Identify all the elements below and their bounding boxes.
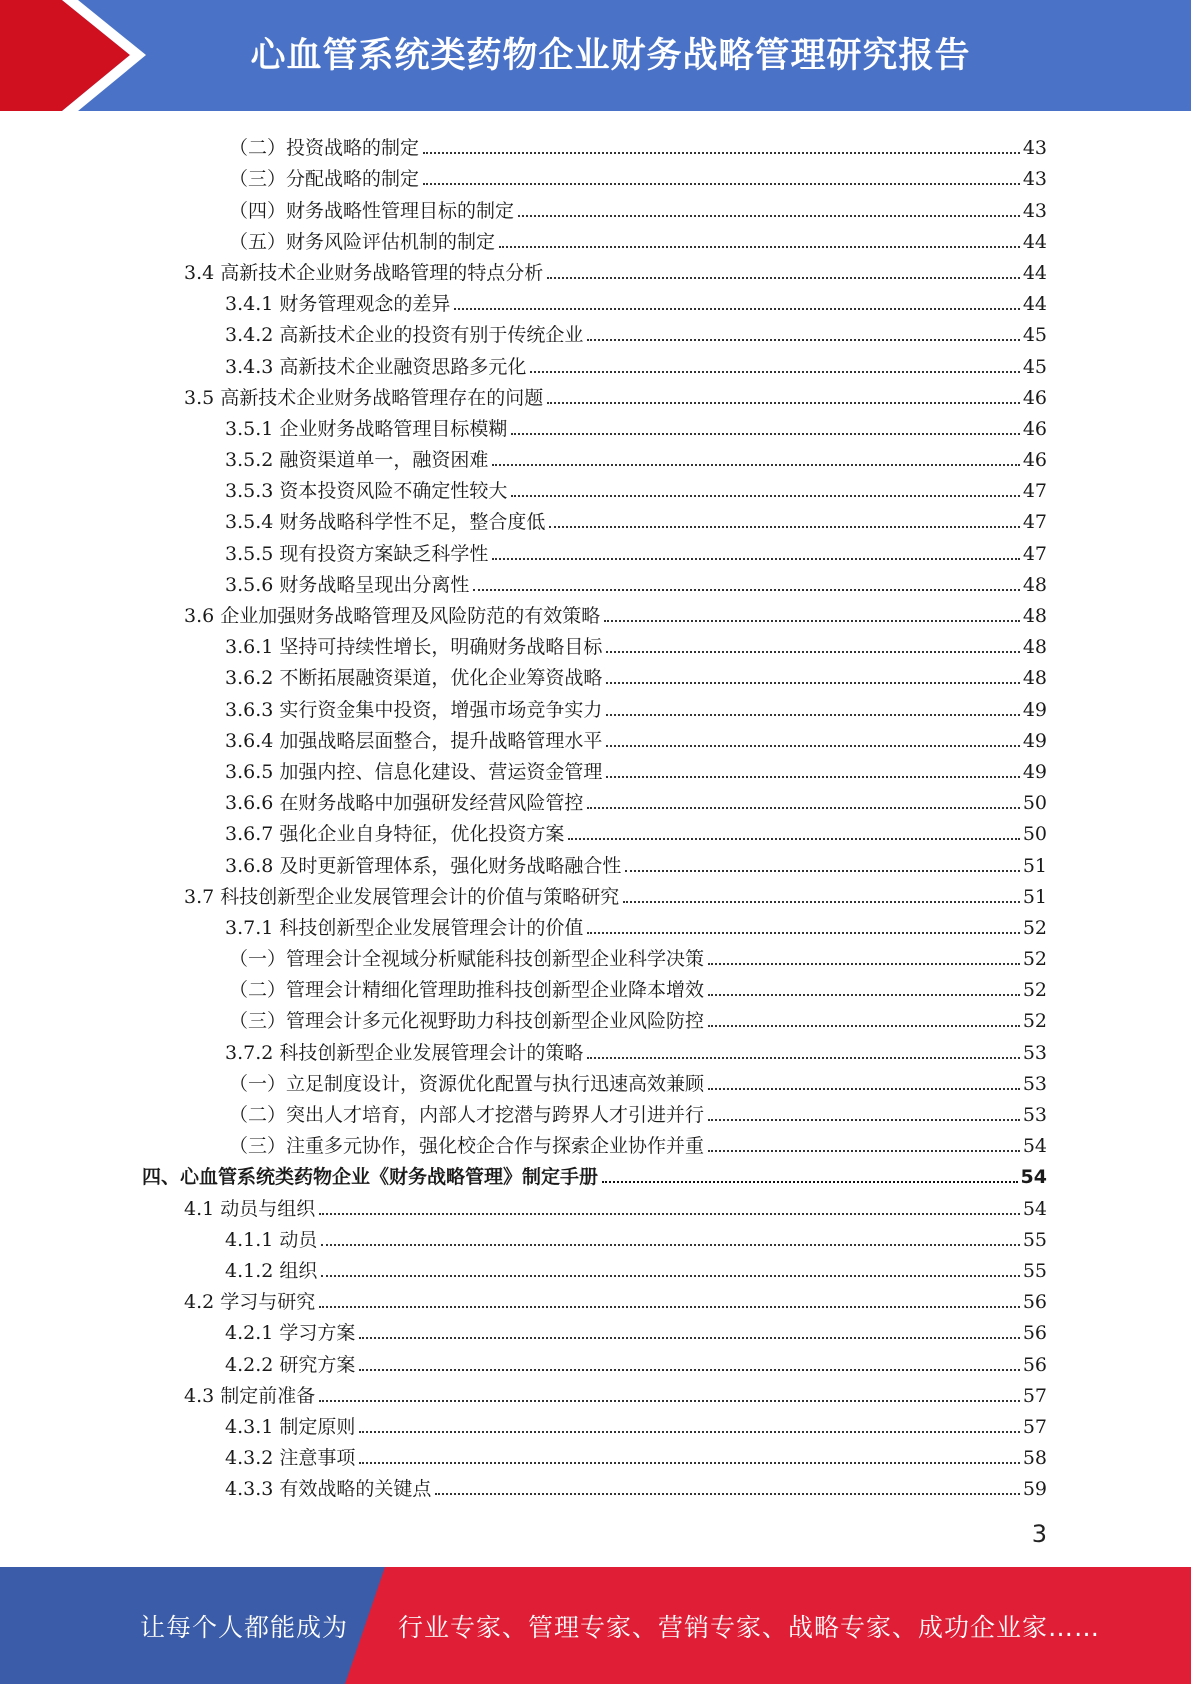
- toc-dot-leader: [359, 1462, 1019, 1464]
- toc-entry-page: 49: [1022, 729, 1047, 752]
- toc-entry-title: 3.7.2 科技创新型企业发展管理会计的策略: [225, 1041, 584, 1064]
- toc-entry-page: 52: [1022, 916, 1047, 939]
- toc-dot-leader: [511, 495, 1019, 497]
- toc-entry[interactable]: [0, 908, 1191, 939]
- toc-dot-leader: [321, 1244, 1019, 1246]
- toc-entry[interactable]: [0, 814, 1191, 845]
- toc-dot-leader: [708, 1025, 1020, 1027]
- toc-entry-title: 4.3.3 有效战略的关键点: [225, 1478, 432, 1501]
- toc-entry-title: 3.6.4 加强战略层面整合，提升战略管理水平: [225, 729, 603, 752]
- toc-entry-page: 53: [1022, 1072, 1047, 1095]
- toc-entry-title: （三）分配战略的制定: [229, 168, 420, 191]
- toc-dot-leader: [602, 1181, 1018, 1183]
- toc-entry-page: 48: [1022, 636, 1047, 659]
- toc-entry-page: 46: [1022, 417, 1047, 440]
- toc-dot-leader: [606, 682, 1019, 684]
- toc-entry[interactable]: [0, 1376, 1191, 1407]
- toc-entry-title: 四、心血管系统类药物企业《财务战略管理》制定手册: [142, 1166, 599, 1189]
- toc-entry-title: 4.2.2 研究方案: [225, 1353, 356, 1376]
- toc-dot-leader: [359, 1431, 1019, 1433]
- toc-entry-title: 4.3.1 制定原则: [225, 1415, 356, 1438]
- page-number: 3: [1031, 1520, 1047, 1548]
- toc-dot-leader: [708, 1088, 1020, 1090]
- toc-entry-page: 52: [1022, 979, 1047, 1002]
- toc-entry[interactable]: [0, 1126, 1191, 1157]
- toc-entry-page: 43: [1022, 137, 1047, 160]
- report-title: 心血管系统类药物企业财务战略管理研究报告: [250, 36, 971, 76]
- footer-slogan-right: 行业专家、管理专家、营销专家、战略专家、成功企业家……: [398, 1612, 1101, 1642]
- toc-entry[interactable]: [0, 658, 1191, 689]
- toc-entry-page: 48: [1022, 667, 1047, 690]
- toc-entry-title: （二）投资战略的制定: [229, 137, 420, 160]
- toc-dot-leader: [435, 1493, 1019, 1495]
- toc-entry-page: 56: [1022, 1353, 1047, 1376]
- toc-entry[interactable]: [0, 253, 1191, 284]
- toc-entry-page: 46: [1022, 449, 1047, 472]
- toc-entry[interactable]: [0, 1251, 1191, 1282]
- toc-dot-leader: [473, 589, 1019, 591]
- toc-dot-leader: [587, 932, 1019, 934]
- toc-entry[interactable]: [0, 128, 1191, 159]
- toc-entry-page: 46: [1022, 386, 1047, 409]
- toc-entry-page: 47: [1022, 511, 1047, 534]
- toc-entry-page: 56: [1022, 1322, 1047, 1345]
- toc-dot-leader: [321, 1275, 1019, 1277]
- toc-entry-title: 3.6 企业加强财务战略管理及风险防范的有效策略: [184, 605, 601, 627]
- toc-entry-page: 47: [1022, 542, 1047, 565]
- toc-entry-title: 4.3.2 注意事项: [225, 1447, 356, 1470]
- toc-entry[interactable]: [0, 1157, 1191, 1188]
- toc-dot-leader: [606, 714, 1019, 716]
- toc-entry-page: 43: [1022, 199, 1047, 222]
- toc-entry[interactable]: [0, 471, 1191, 502]
- toc-entry[interactable]: [0, 440, 1191, 471]
- footer-banner: [0, 1567, 1191, 1684]
- toc-entry-title: 3.6.3 实行资金集中投资，增强市场竞争实力: [225, 698, 603, 721]
- toc-entry-title: （三）管理会计多元化视野助力科技创新型企业风险防控: [229, 1010, 705, 1033]
- toc-entry-page: 55: [1022, 1259, 1047, 1282]
- toc-entry-page: 52: [1022, 1010, 1047, 1033]
- toc-dot-leader: [606, 776, 1019, 778]
- toc-entry[interactable]: [0, 1095, 1191, 1126]
- toc-entry[interactable]: [0, 315, 1191, 346]
- toc-entry-title: 4.1.1 动员: [225, 1228, 318, 1251]
- toc-dot-leader: [549, 526, 1019, 528]
- toc-entry[interactable]: [0, 877, 1191, 908]
- toc-dot-leader: [625, 870, 1019, 872]
- toc-entry[interactable]: [0, 845, 1191, 876]
- toc-entry-page: 49: [1022, 760, 1047, 783]
- toc-entry-title: 3.5.6 财务战略呈现出分离性: [225, 573, 470, 596]
- header-red-chevron: [0, 0, 150, 111]
- toc-entry[interactable]: [0, 1282, 1191, 1313]
- toc-dot-leader: [359, 1369, 1019, 1371]
- toc-entry-title: 3.5 高新技术企业财务战略管理存在的问题: [184, 386, 544, 409]
- toc-dot-leader: [319, 1400, 1020, 1402]
- table-of-contents: [0, 128, 1191, 1500]
- toc-entry[interactable]: [0, 752, 1191, 783]
- toc-entry-title: （四）财务战略性管理目标的制定: [229, 199, 515, 222]
- toc-dot-leader: [606, 745, 1019, 747]
- toc-entry-title: 3.7.1 科技创新型企业发展管理会计的价值: [225, 916, 584, 939]
- toc-entry-title: （二）突出人才培育，内部人才挖潜与跨界人才引进并行: [229, 1104, 705, 1126]
- toc-entry-title: （三）注重多元协作，强化校企合作与探索企业协作并重: [229, 1135, 705, 1158]
- footer-slogan-left: 让每个人都能成为: [140, 1612, 349, 1642]
- toc-entry[interactable]: [0, 1001, 1191, 1032]
- toc-entry-page: 44: [1022, 261, 1047, 284]
- toc-entry-page: 48: [1022, 573, 1047, 596]
- toc-dot-leader: [518, 215, 1020, 217]
- toc-entry-page: 44: [1022, 293, 1047, 316]
- toc-entry[interactable]: [0, 222, 1191, 253]
- toc-dot-leader: [568, 838, 1019, 840]
- toc-dot-leader: [708, 963, 1020, 965]
- toc-entry-page: 58: [1022, 1447, 1047, 1470]
- toc-entry[interactable]: [0, 1407, 1191, 1438]
- toc-dot-leader: [547, 402, 1020, 404]
- toc-dot-leader: [359, 1337, 1019, 1339]
- toc-dot-leader: [319, 1306, 1020, 1308]
- toc-entry-page: 45: [1022, 355, 1047, 378]
- toc-entry-title: 3.6.7 强化企业自身特征，优化投资方案: [225, 823, 565, 846]
- toc-entry[interactable]: [0, 190, 1191, 221]
- toc-entry-title: 3.6.5 加强内控、信息化建设、营运资金管理: [225, 760, 603, 783]
- toc-entry-title: 4.1.2 组织: [225, 1259, 318, 1282]
- toc-entry-title: 3.5.5 现有投资方案缺乏科学性: [225, 542, 489, 565]
- toc-dot-leader: [587, 1057, 1019, 1059]
- header-banner: [0, 0, 1191, 111]
- toc-entry-title: 3.4.1 财务管理观念的差异: [225, 293, 451, 316]
- toc-entry-page: 54: [1022, 1135, 1047, 1158]
- toc-entry[interactable]: [0, 502, 1191, 533]
- toc-entry-title: （五）财务风险评估机制的制定: [229, 230, 496, 253]
- toc-entry-title: 4.1 动员与组织: [184, 1197, 316, 1220]
- toc-dot-leader: [530, 371, 1019, 373]
- toc-entry-title: 3.6.2 不断拓展融资渠道，优化企业筹资战略: [225, 667, 603, 690]
- toc-entry-page: 54: [1020, 1166, 1047, 1189]
- toc-entry-page: 51: [1022, 885, 1047, 908]
- toc-entry[interactable]: [0, 939, 1191, 970]
- toc-entry-title: 3.7 科技创新型企业发展管理会计的价值与策略研究: [184, 885, 620, 908]
- toc-dot-leader: [606, 651, 1019, 653]
- toc-entry[interactable]: [0, 689, 1191, 720]
- toc-dot-leader: [423, 183, 1020, 185]
- toc-entry-title: （一）立足制度设计，资源优化配置与执行迅速高效兼顾: [229, 1072, 705, 1095]
- toc-entry[interactable]: [0, 783, 1191, 814]
- toc-entry[interactable]: [0, 596, 1191, 627]
- toc-dot-leader: [604, 620, 1020, 622]
- toc-entry[interactable]: [0, 565, 1191, 596]
- toc-entry-page: 59: [1022, 1478, 1047, 1501]
- toc-entry-title: 3.6.1 坚持可持续性增长，明确财务战略目标: [225, 636, 603, 659]
- toc-dot-leader: [587, 807, 1019, 809]
- toc-dot-leader: [499, 246, 1020, 248]
- toc-dot-leader: [587, 339, 1019, 341]
- toc-entry-page: 56: [1022, 1291, 1047, 1314]
- toc-entry-page: 50: [1022, 823, 1047, 846]
- toc-entry[interactable]: [0, 378, 1191, 409]
- toc-entry-title: 3.4.2 高新技术企业的投资有别于传统企业: [225, 324, 584, 347]
- toc-entry[interactable]: [0, 533, 1191, 564]
- toc-entry-page: 57: [1022, 1415, 1047, 1438]
- toc-entry[interactable]: [0, 1344, 1191, 1375]
- toc-entry-title: 3.5.4 财务战略科学性不足，整合度低: [225, 511, 546, 534]
- toc-dot-leader: [492, 464, 1019, 466]
- toc-entry-page: 53: [1022, 1104, 1047, 1126]
- toc-entry-title: 3.6.6 在财务战略中加强研发经营风险管控: [225, 792, 584, 815]
- toc-dot-leader: [492, 558, 1019, 560]
- toc-entry[interactable]: [0, 346, 1191, 377]
- toc-entry-page: 43: [1022, 168, 1047, 191]
- toc-entry[interactable]: [0, 409, 1191, 440]
- toc-entry-page: 54: [1022, 1197, 1047, 1220]
- toc-dot-leader: [319, 1213, 1020, 1215]
- toc-entry[interactable]: [0, 1064, 1191, 1095]
- toc-entry-title: 4.2 学习与研究: [184, 1291, 316, 1314]
- toc-dot-leader: [511, 433, 1019, 435]
- toc-entry-title: 3.5.2 融资渠道单一，融资困难: [225, 449, 489, 472]
- toc-dot-leader: [708, 1119, 1020, 1121]
- toc-dot-leader: [708, 1150, 1020, 1152]
- toc-entry-page: 47: [1022, 480, 1047, 503]
- toc-entry[interactable]: [0, 721, 1191, 752]
- toc-entry-title: 3.5.3 资本投资风险不确定性较大: [225, 480, 508, 503]
- toc-entry-title: 3.4 高新技术企业财务战略管理的特点分析: [184, 261, 544, 284]
- toc-entry-title: 4.3 制定前准备: [184, 1384, 316, 1407]
- toc-entry-page: 44: [1022, 230, 1047, 253]
- toc-entry[interactable]: [0, 159, 1191, 190]
- toc-entry-page: 52: [1022, 948, 1047, 971]
- toc-entry-page: 48: [1022, 605, 1047, 627]
- toc-entry-page: 50: [1022, 792, 1047, 815]
- toc-entry[interactable]: [0, 1188, 1191, 1219]
- toc-entry-title: （二）管理会计精细化管理助推科技创新型企业降本增效: [229, 979, 705, 1002]
- toc-entry-page: 49: [1022, 698, 1047, 721]
- toc-entry-title: 3.5.1 企业财务战略管理目标模糊: [225, 417, 508, 440]
- toc-entry-page: 45: [1022, 324, 1047, 347]
- toc-entry-title: （一）管理会计全视域分析赋能科技创新型企业科学决策: [229, 948, 705, 971]
- toc-entry[interactable]: [0, 1032, 1191, 1063]
- toc-entry-page: 53: [1022, 1041, 1047, 1064]
- toc-entry[interactable]: [0, 627, 1191, 658]
- toc-dot-leader: [547, 277, 1020, 279]
- toc-dot-leader: [708, 994, 1020, 996]
- toc-entry-page: 57: [1022, 1384, 1047, 1407]
- toc-entry[interactable]: [0, 1220, 1191, 1251]
- toc-entry-page: 51: [1022, 854, 1047, 877]
- toc-dot-leader: [423, 152, 1020, 154]
- toc-entry-title: 3.4.3 高新技术企业融资思路多元化: [225, 355, 527, 378]
- toc-entry[interactable]: [0, 970, 1191, 1001]
- toc-dot-leader: [454, 308, 1019, 310]
- toc-entry[interactable]: [0, 284, 1191, 315]
- toc-entry[interactable]: [0, 1438, 1191, 1469]
- toc-entry[interactable]: [0, 1313, 1191, 1344]
- toc-dot-leader: [623, 901, 1020, 903]
- toc-entry-page: 55: [1022, 1228, 1047, 1251]
- toc-entry[interactable]: [0, 1469, 1191, 1500]
- toc-entry-title: 3.6.8 及时更新管理体系，强化财务战略融合性: [225, 854, 622, 877]
- toc-entry-title: 4.2.1 学习方案: [225, 1322, 356, 1345]
